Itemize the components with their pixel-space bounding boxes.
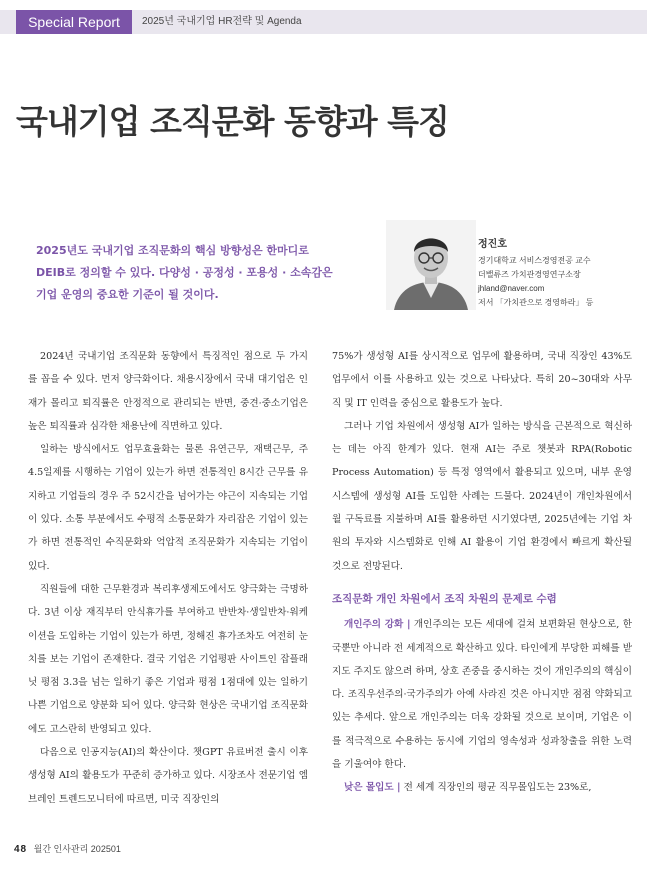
page-footer (14, 842, 121, 855)
lead-summary (36, 240, 336, 306)
body-paragraph (332, 613, 632, 776)
lead-line: DEIB로 정의할 수 있다. 다양성 · 공정성 · 포용성 · 소속감은 (36, 266, 333, 279)
header-subtitle: 2025년 국내기업 HR전략 및 Agenda (142, 16, 302, 27)
body-paragraph (332, 776, 632, 799)
section-heading: 조직문화 개인 차원에서 조직 차원의 문제로 수렴 (332, 592, 557, 605)
author-position: 더밸류즈 가치관경영연구소장 (478, 270, 581, 279)
subheading-label: 낮은 몰입도 | (344, 782, 401, 794)
body-paragraph: 일하는 방식에서도 업무효율화는 물론 유연근무, 재택근무, 주 4.5일제를 시행하는 기업이 있는가 하면 전통적인 8시간 근무를 유지하고 기업들의 경우 주 52시간을 넘어가는 야근이 지속되는 기업이 있다. 소통 부분에서도 수평적 소통문화가 자리잡은 기업이 있는가 하면 전통적인 수직문화와 억압적 조직문화가 지속되는 기업이 있다. (28, 444, 308, 572)
subheading-label: 개인주의 강화 | (344, 619, 411, 631)
subheading-text: 전 세계 직장인의 평균 직무몰입도는 23%로, (400, 782, 592, 794)
right-column (332, 345, 632, 800)
author-profile (478, 238, 593, 310)
body-paragraph: 그러나 기업 차원에서 생성형 AI가 일하는 방식을 근본적으로 혁신하는 데는 아직 한계가 있다. 현재 AI는 주로 챗봇과 RPA(Robotic Process Automation) 등 특정 영역에서 활용되고 있으며, 내부 운영시스템에 생성형 AI를 도입한 사례는 드물다. 2024년이 개인차원에서 월 구독료를 지불하며 AI를 활용하던 시기였다면, 2025년에는 기업 차원의 투자와 시스템화로 인해 AI 활용이 기업 환경에서 빠르게 확산될 것으로 전망된다. (332, 420, 632, 572)
section-tag: Special Report (16, 10, 132, 34)
left-column (28, 345, 308, 811)
body-paragraph: 75%가 생성형 AI를 상시적으로 업무에 활용하며, 국내 직장인 43%도 업무에서 이를 사용하고 있는 것으로 나타났다. 특히 20~30대와 사무직 및 IT 인력을 중심으로 활용도가 높다. (332, 351, 632, 409)
body-paragraph: 직원들에 대한 근무환경과 복리후생제도에서도 양극화는 극명하다. 3년 이상 재직부터 안식휴가를 부여하고 반반차·생일반차·워케이션을 도입하는 기업이 있는가 하면, 정해진 휴가조차도 여전히 눈치를 보는 기업이 존재한다. 결국 기업은 기업평판 사이트인 잡플래닛 평점 3.3을 넘는 일하기 좋은 기업과 평점 1점대에 있는 일하기 나쁜 기업으로 양분화 되어 있다. 양극화 현상은 국내기업 조직문화에도 고스란히 반영되고 있다. (28, 583, 308, 735)
author-portrait-image (386, 220, 476, 310)
page-number: 48 (14, 844, 28, 855)
lead-line: 기업 운영의 중요한 기준이 될 것이다. (36, 288, 219, 301)
author-photo (386, 220, 476, 310)
author-books: 저서 「가치관으로 경영하라」 등 (478, 298, 594, 307)
body-paragraph: 다음으로 인공지능(AI)의 확산이다. 챗GPT 유료버전 출시 이후 생성형 AI의 활용도가 꾸준히 증가하고 있다. 시장조사 전문기업 엠브레인 트렌드모니터에 따르면, 미국 직장인의 (28, 747, 308, 805)
magazine-name: 월간 인사관리 202501 (33, 844, 121, 854)
article-title: 국내기업 조직문화 동향과 특징 (16, 102, 449, 141)
author-email: jhland@naver.com (478, 284, 545, 293)
lead-line: 2025년도 국내기업 조직문화의 핵심 방향성은 한마디로 (36, 244, 309, 257)
body-paragraph: 2024년 국내기업 조직문화 동향에서 특징적인 점으로 두 가지를 꼽을 수 있다. 먼저 양극화이다. 채용시장에서 국내 대기업은 인재가 몰리고 퇴직률은 안정적으로 관리되는 반면, 중견·중소기업은 높은 퇴직률과 심각한 채용난에 직면하고 있다. (28, 351, 308, 432)
author-affiliation: 경기대학교 서비스경영전공 교수 (478, 256, 591, 265)
subheading-text: 개인주의는 모든 세대에 걸쳐 보편화된 현상으로, 한국뿐만 아니라 전 세계적으로 확산하고 있다. 타인에게 부당한 피해를 받지도 주지도 않으려 하며, 상호 존중을 중시하는 것이 개인주의의 핵심이다. 조직우선주의·국가주의가 아예 사라진 것은 아니지만 점점 약화되고 있는 추세다. 앞으로 개인주의는 더욱 강화될 것으로 보이며, 기업은 이를 적극적으로 수용하는 동시에 기업의 영속성과 성과창출을 위한 노력을 기울여야 한다. (332, 619, 632, 771)
author-name: 정진호 (478, 239, 507, 250)
